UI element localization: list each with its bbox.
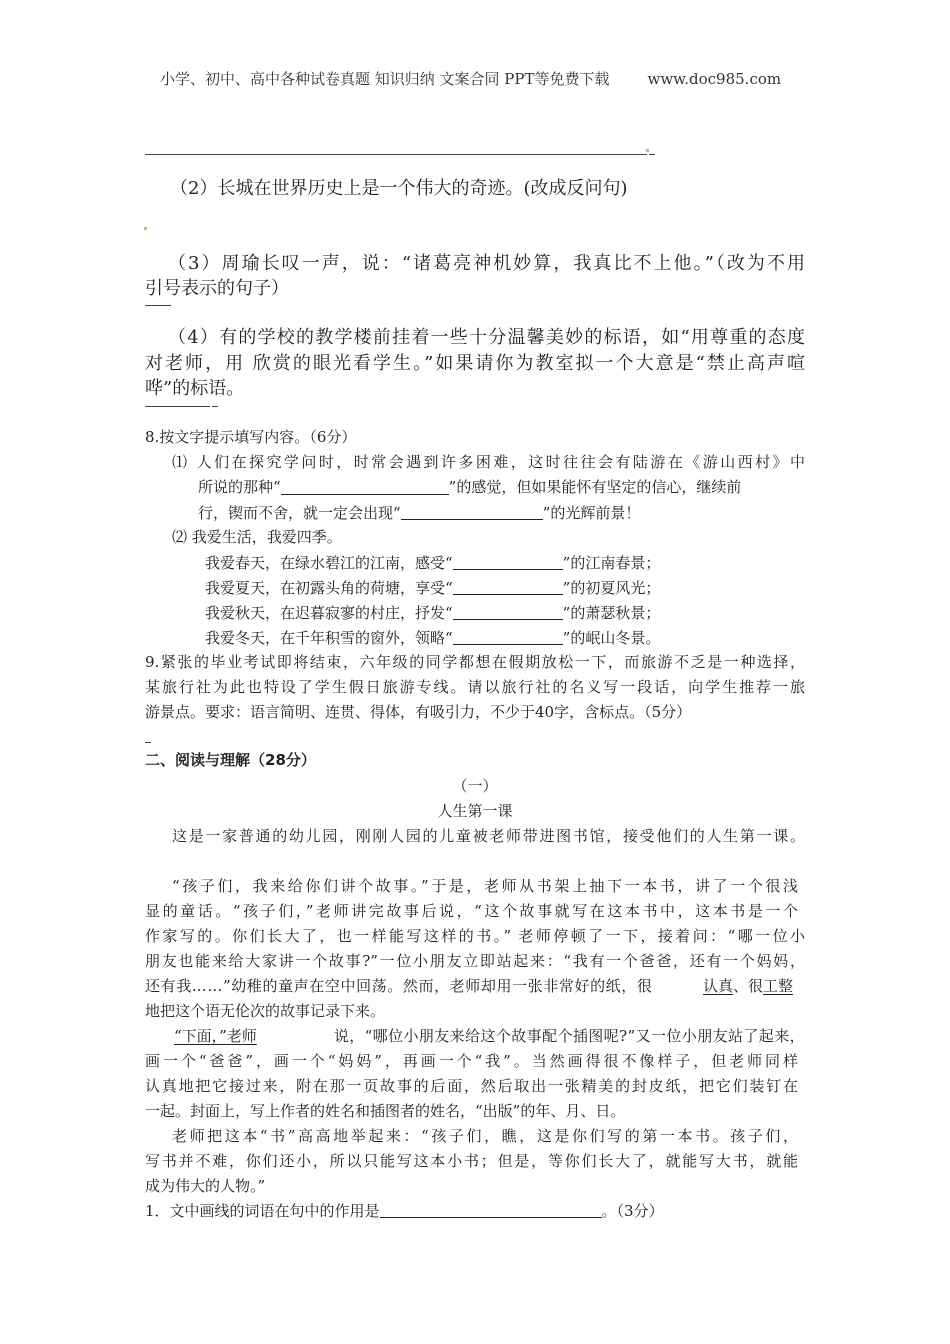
- story-line: 认真地把它接过来，附在那一页故事的后面，然后取出一张精美的封皮纸，把它们装钉在: [145, 1077, 798, 1095]
- story-line: 老师把这本“书”高高地举起来：“孩子们，瞧，这是你们写的第一本书。孩子们，: [172, 1127, 798, 1145]
- story-line: [145, 979, 793, 994]
- q8-p1-line: [198, 505, 640, 521]
- text: ”的光辉前景！: [542, 504, 641, 522]
- fill-blank[interactable]: [453, 605, 563, 620]
- underlined-word: 工整: [762, 977, 793, 995]
- q7-item3-line: （3）周瑜长叹一声，说：“诸葛亮神机妙算，我真比不上他。”（改为不用: [168, 253, 805, 274]
- season-line: [205, 605, 660, 621]
- text: ”的岷山冬景。: [562, 629, 661, 647]
- story-line: 作家写的。你们长大了，也一样能写这样的书。” 老师停顿了一下，接着问：“哪一位小: [145, 927, 805, 945]
- season-line: [205, 555, 660, 571]
- text: 行，锲而不舍，就一定会出现“: [198, 504, 401, 522]
- answer-line: [145, 154, 647, 155]
- story-line: 一起。封面上，写上作者的姓名和插图者的姓名，“出版”的年、月、日。: [145, 1102, 626, 1120]
- q7-item4-line: 哗”的标语。: [145, 378, 245, 399]
- story-line: “孩子们，我来给你们讲个故事。”于是，老师从书架上抽下一本书，讲了一个很浅: [172, 877, 798, 895]
- underlined-word: 认真: [702, 977, 733, 995]
- section-title: 二、阅读与理解（28分）: [145, 751, 316, 769]
- page-header: [160, 72, 781, 87]
- answer-line: [649, 154, 655, 155]
- text: 我爱秋天，在迟暮寂寥的村庄，抒发“: [205, 604, 453, 622]
- answer-line: [145, 742, 151, 743]
- q9-line: 游景点。要求：语言简明、连贯、得体，有吸引力，不少于40字，含标点。（5分）: [145, 703, 692, 721]
- underlined-phrase: “下面，”老师: [174, 1027, 257, 1045]
- season-line: [205, 630, 660, 646]
- text: 。（3分）: [601, 1202, 664, 1220]
- text: 我爱春天，在绿水碧江的江南，感受“: [205, 554, 453, 572]
- story-line: 画一个“爸爸”，画一个“妈妈”，再画一个“我”。当然画得很不像样子，但老师同样: [145, 1052, 798, 1070]
- edit-mark: [144, 227, 147, 230]
- header-site: www.doc985.com: [647, 70, 782, 88]
- text: ”的初夏风光；: [562, 579, 661, 597]
- header-text: 小学、初中、高中各种试卷真题 知识归纳 文案合同 PPT等免费下载: [160, 70, 610, 88]
- text: 我爱冬天，在千年积雪的窗外，领略“: [205, 629, 453, 647]
- story-line: 地把这个语无伦次的故事记录下来。: [145, 1002, 386, 1020]
- story-line: 显的童话。“孩子们，”老师讲完故事后说，“这个故事就写在这本书中，这本书是一个: [145, 902, 798, 920]
- text: ”的萧瑟秋景；: [562, 604, 661, 622]
- text: ”的江南春景；: [562, 554, 661, 572]
- q8-p2: ⑵ 我爱生活，我爱四季。: [172, 528, 342, 546]
- edit-mark: [646, 149, 649, 152]
- q9-line: 某旅行社为此也特设了学生假日旅游专线。请以旅行社的名义写一段话，向学生推荐一旅: [145, 678, 805, 696]
- q7-item4-line: 对老师，用 欣赏的眼光看学生。”如果请你为教室拟一个大意是“禁止高声喧: [145, 353, 805, 374]
- fill-blank[interactable]: [453, 555, 563, 570]
- text: 1．文中画线的词语在句中的作用是: [145, 1202, 380, 1220]
- story-title: 人生第一课: [437, 802, 513, 820]
- section-sub: （一）: [452, 777, 498, 795]
- answer-line: [145, 305, 171, 306]
- text: 我爱夏天，在初露头角的荷塘，享受“: [205, 579, 453, 597]
- fill-blank[interactable]: [401, 505, 543, 520]
- q7-item3-line: 引号表示的句子）: [145, 278, 289, 299]
- q8-p1-line: [198, 480, 805, 495]
- season-line: [205, 580, 660, 596]
- text: 还有我……”幼稚的童声在空中回荡。然而，老师却用一张非常好的纸，很: [145, 977, 653, 995]
- answer-line: [145, 406, 210, 407]
- q9-line: 9.紧张的毕业考试即将结束，六年级的同学都想在假期放松一下，而旅游不乏是一种选择，: [145, 653, 805, 671]
- answer-line: [212, 406, 218, 407]
- story-line: 朋友也能来给大家讲一个故事?”一位小朋友立即站起来：“我有一个爸爸，还有一个妈妈，: [145, 952, 805, 970]
- q8-p1-line: ⑴ 人们在探究学问时，时常会遇到许多困难，这时往往会有陆游在《游山西村》中: [172, 453, 805, 471]
- text: 、很: [732, 977, 763, 995]
- story-line: [160, 1029, 805, 1044]
- fill-blank[interactable]: [380, 1203, 602, 1218]
- q7-item4-line: （4）有的学校的教学楼前挂着一些十分温馨美妙的标语，如“用尊重的态度: [168, 327, 805, 348]
- fill-blank[interactable]: [453, 630, 563, 645]
- q7-item2: （2）长城在世界历史上是一个伟大的奇迹。(改成反问句): [170, 178, 628, 199]
- fill-blank[interactable]: [281, 480, 449, 495]
- question-1: [145, 1203, 664, 1219]
- story-line: 成为伟大的人物。”: [145, 1177, 266, 1195]
- text: 说，“哪位小朋友来给这个故事配个插图呢?”又一位小朋友站了起来，: [333, 1027, 805, 1045]
- story-p1: 这是一家普通的幼儿园，刚刚人园的儿童被老师带进图书馆，接受他们的人生第一课。: [172, 827, 805, 845]
- fill-blank[interactable]: [453, 580, 563, 595]
- text: ”的感觉，但如果能怀有坚定的信心，继续前: [448, 478, 742, 496]
- q8-title: 8.按文字提示填写内容。（6分）: [145, 428, 357, 446]
- story-line: 写书并不难，你们还小，所以只能写这本小书；但是，等你们长大了，就能写大书，就能: [145, 1152, 798, 1170]
- text: 所说的那种“: [198, 478, 281, 496]
